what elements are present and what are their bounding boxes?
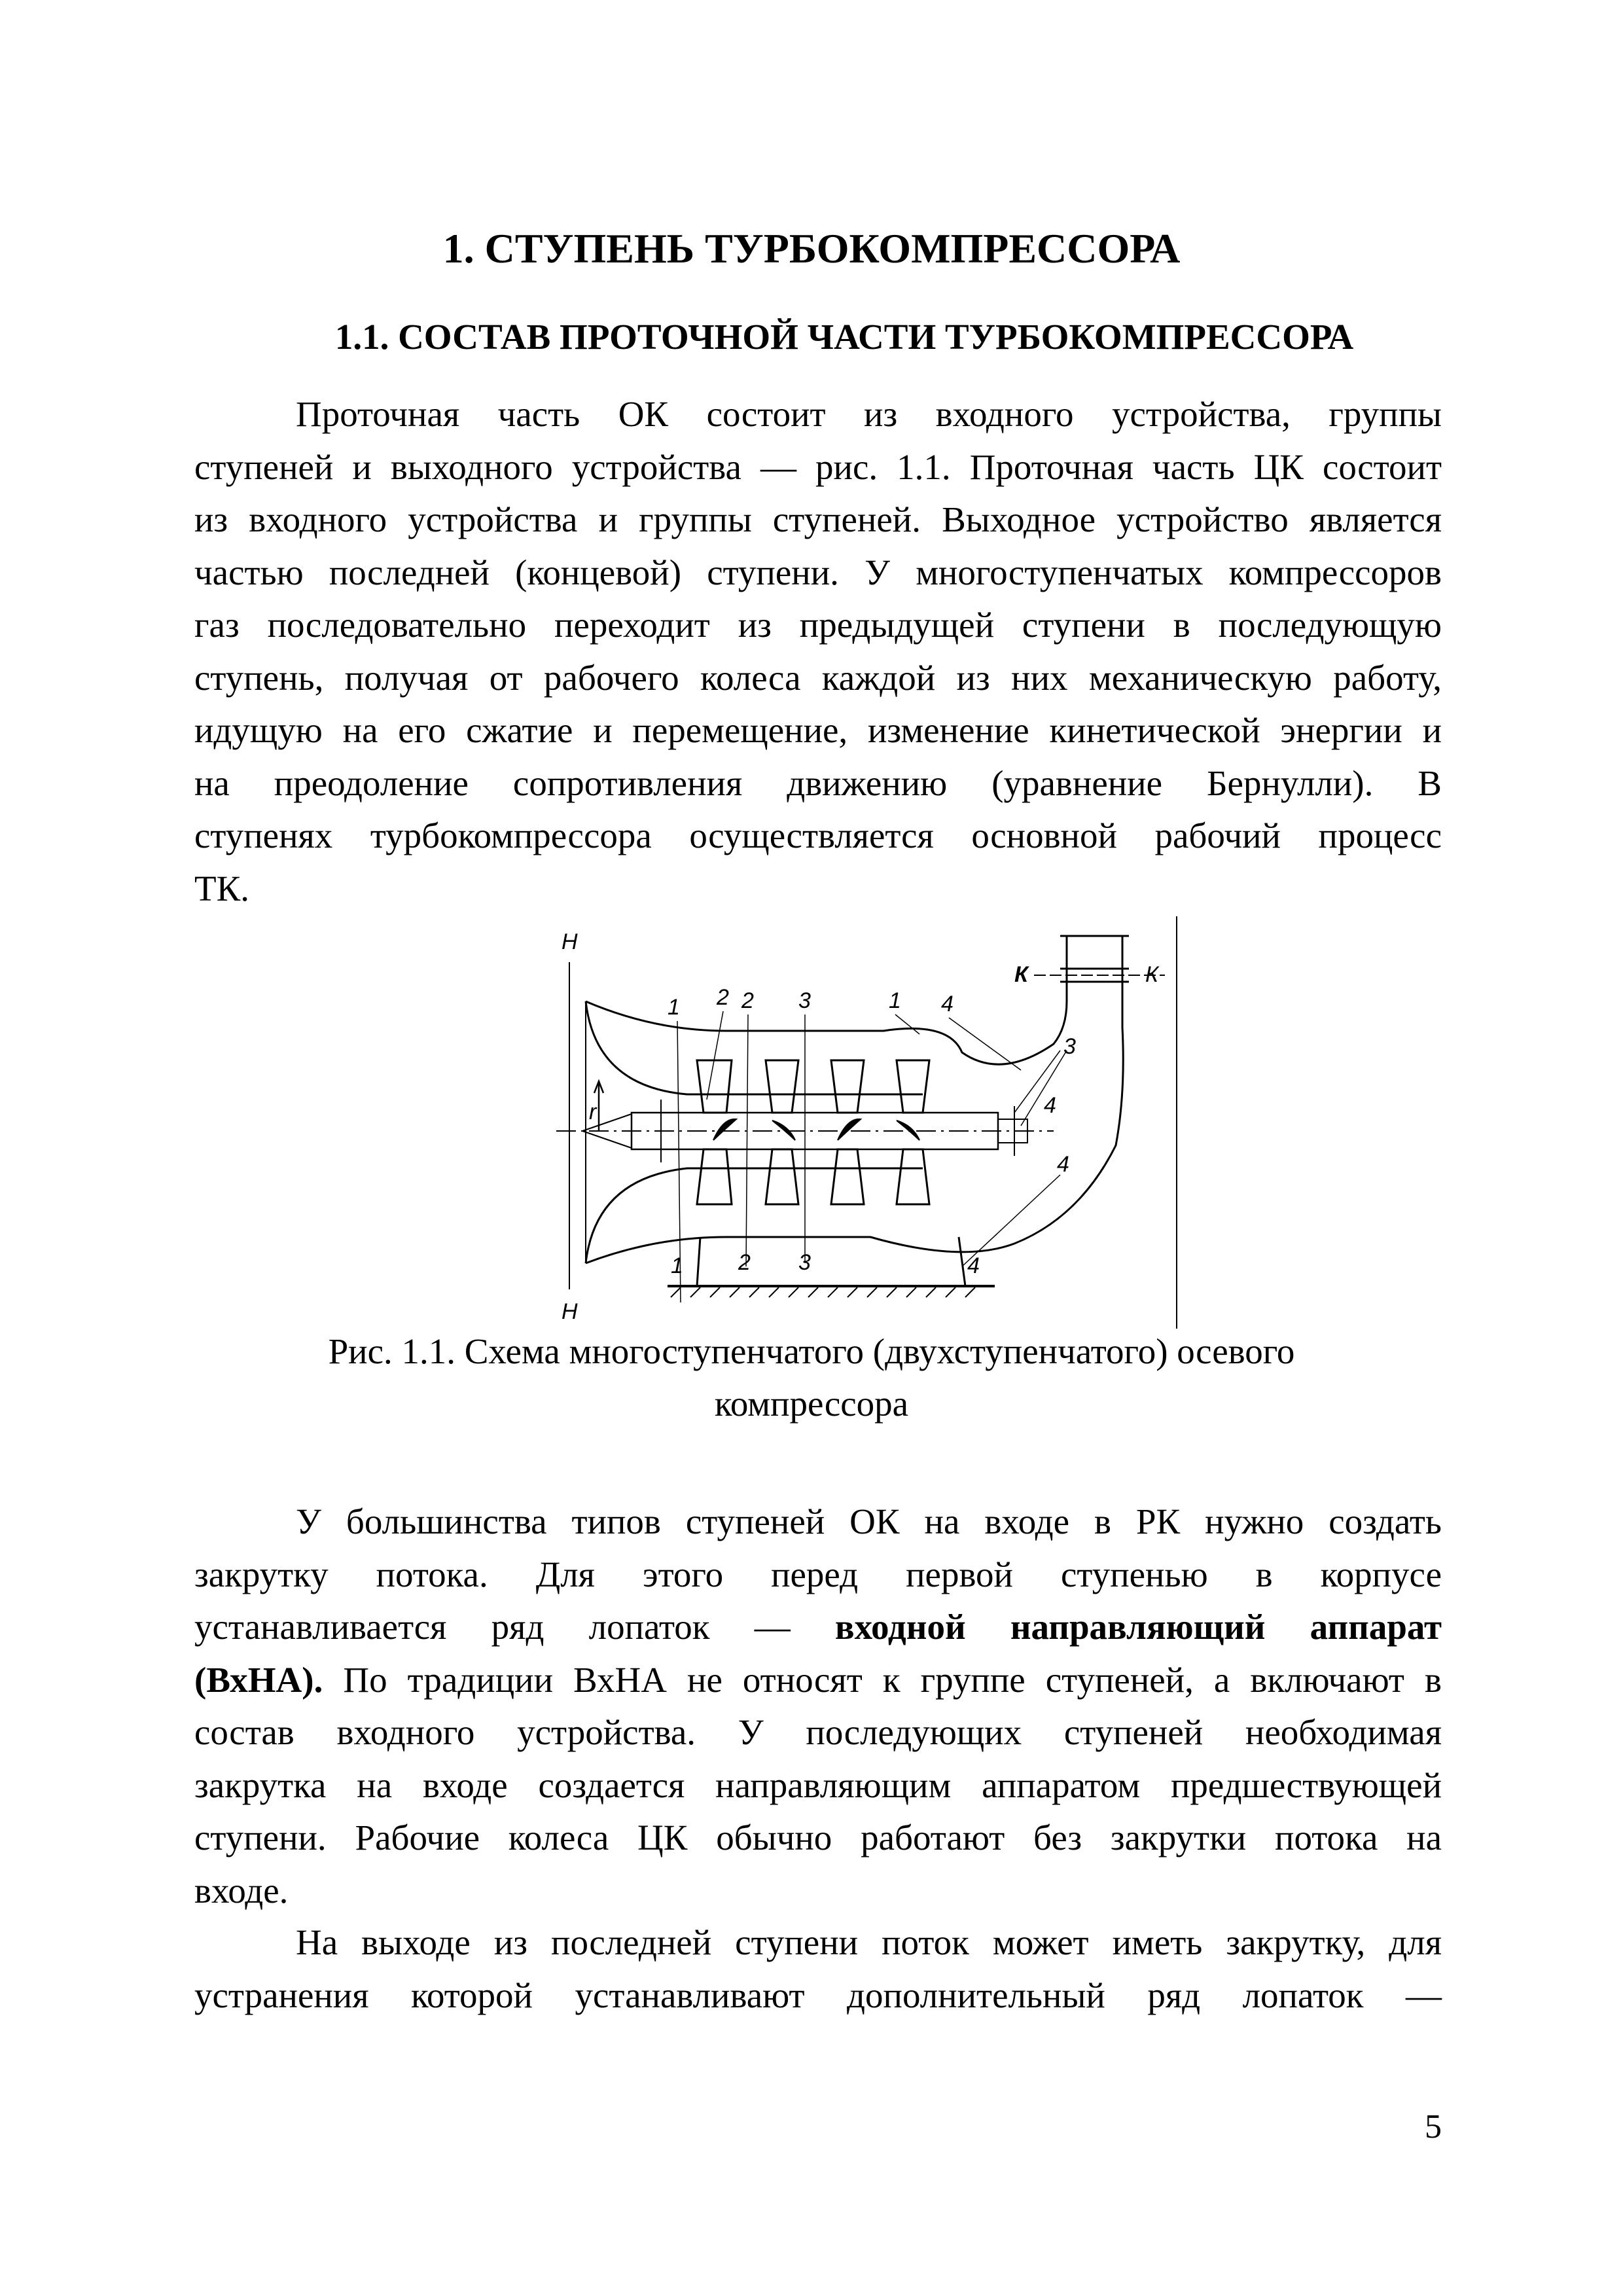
inlet-casing-top xyxy=(586,1001,923,1094)
paragraph-2-line: закрутку потока. Для этого перед первой ступенью в корпусе xyxy=(194,1554,1442,1594)
label-k-left: К xyxy=(1014,962,1028,987)
label-3-top: 3 xyxy=(798,988,811,1013)
inline-text: устанавливается ряд лопаток — xyxy=(194,1607,835,1647)
paragraph-2-line: У большинства типов ступеней ОК на входе в РК нужно создать xyxy=(296,1501,1442,1541)
label-2-bottom: 2 xyxy=(738,1250,751,1275)
paragraph-3 xyxy=(194,1916,1442,2022)
label-3-right: 3 xyxy=(1063,1034,1076,1059)
label-4-right-b: 4 xyxy=(1057,1152,1069,1177)
blade-row-bottom-2 xyxy=(766,1149,798,1204)
caption-line-1: Рис. 1.1. Схема многоступенчатого (двухступенчатого) осевого xyxy=(328,1331,1295,1371)
paragraph-2 xyxy=(194,1496,1442,1917)
label-1-top: 1 xyxy=(668,995,680,1020)
leader-1b xyxy=(895,1014,919,1034)
paragraph-2-line: входе. xyxy=(194,1870,289,1910)
term-input-guide-vane: входной направляющий аппарат xyxy=(834,1607,1442,1647)
paragraph-1-line: частью последней (концевой) ступени. У многоступенчатых компрессоров xyxy=(194,552,1442,592)
paragraph-1-line: газ последовательно переходит из предыдущей ступени в последующую xyxy=(194,605,1442,645)
paragraph-1 xyxy=(194,388,1442,915)
figure-caption xyxy=(0,1325,1623,1430)
outer-casing-top xyxy=(586,936,1067,1064)
chapter-title: 1. СТУПЕНЬ ТУРБОКОМПРЕССОРА xyxy=(442,225,1181,272)
paragraph-1-line: идущую на его сжатие и перемещение, изменение кинетической энергии и xyxy=(194,710,1442,750)
outer-casing-bottom xyxy=(586,936,1123,1263)
blade-row-top-3 xyxy=(831,1060,864,1113)
inline-text: По традиции ВхНА не относят к группе ступеней, а включают в xyxy=(323,1659,1442,1700)
paragraph-3-line: На выходе из последней ступени поток может иметь закрутку, для xyxy=(296,1922,1442,1962)
blade-profile-1 xyxy=(713,1119,736,1140)
label-h-bottom: Н xyxy=(562,1299,578,1324)
section-title: 1.1. СОСТАВ ПРОТОЧНОЙ ЧАСТИ ТУРБОКОМПРЕССОРА xyxy=(334,317,1354,357)
compressor-diagram xyxy=(556,910,1185,1342)
label-2-top-a: 2 xyxy=(717,985,729,1010)
paragraph-1-line: на преодоление сопротивления движению (уравнение Бернулли). В xyxy=(194,762,1442,803)
label-3-bottom: 3 xyxy=(798,1250,811,1275)
support-left xyxy=(697,1237,700,1286)
paragraph-1-line: Проточная часть ОК состоит из входного устройства, группы xyxy=(296,394,1442,434)
label-r: r xyxy=(589,1100,597,1124)
paragraph-2-line: закрутка на входе создается направляющим аппаратом предшествующей xyxy=(194,1765,1442,1805)
nose-cone-bottom xyxy=(582,1131,632,1148)
caption-line-2: компрессора xyxy=(714,1384,909,1424)
inlet-casing-bottom xyxy=(586,1168,923,1263)
label-1-top-b: 1 xyxy=(889,988,901,1013)
label-4-right-a: 4 xyxy=(1044,1093,1056,1118)
paragraph-2-line: ступени. Рабочие колеса ЦК обычно работают без закрутки потока на xyxy=(194,1818,1442,1857)
label-4-top: 4 xyxy=(941,992,954,1016)
blade-row-top-2 xyxy=(766,1060,798,1113)
paragraph-2-line: состав входного устройства. У последующих ступеней необходимая xyxy=(194,1712,1442,1752)
page-number: 5 xyxy=(1425,2108,1442,2145)
label-k-right: К xyxy=(1145,962,1159,987)
blade-row-bottom-4 xyxy=(897,1149,929,1204)
blade-row-bottom-3 xyxy=(831,1149,864,1204)
paragraph-3-line: устранения которой устанавливают дополнительный ряд лопаток — xyxy=(194,1975,1442,2015)
label-2-top-b: 2 xyxy=(741,988,754,1013)
label-h-top: Н xyxy=(562,929,578,954)
leader-2b xyxy=(746,1014,748,1266)
blade-profile-3 xyxy=(838,1119,861,1140)
paragraph-1-line: ступень, получая от рабочего колеса каждой из них механическую работу, xyxy=(194,657,1442,698)
support-right xyxy=(959,1237,965,1286)
blade-row-top-4 xyxy=(897,1060,929,1113)
label-4-bottom: 4 xyxy=(967,1253,980,1278)
paragraph-1-line: ступенях турбокомпрессора осуществляется основной рабочий процесс xyxy=(194,816,1442,855)
term-abbreviation: (ВхНА). xyxy=(194,1659,323,1700)
blade-row-bottom-1 xyxy=(697,1149,732,1204)
blade-row-top-1 xyxy=(697,1060,732,1113)
compressor-scheme-figure xyxy=(556,910,1185,1342)
paragraph-2-line xyxy=(194,1601,1442,1654)
paragraph-1-line: ТК. xyxy=(194,868,250,908)
leader-2a xyxy=(707,1011,723,1100)
paragraph-2-line xyxy=(194,1654,1442,1707)
label-1-bottom: 1 xyxy=(671,1253,683,1278)
paragraph-1-line: ступеней и выходного устройства — рис. 1.1. Проточная часть ЦК состоит xyxy=(194,446,1442,487)
leader-4c xyxy=(962,1175,1060,1266)
base-hatching xyxy=(671,1287,975,1297)
paragraph-1-line: из входного устройства и группы ступеней. Выходное устройство является xyxy=(194,499,1442,539)
